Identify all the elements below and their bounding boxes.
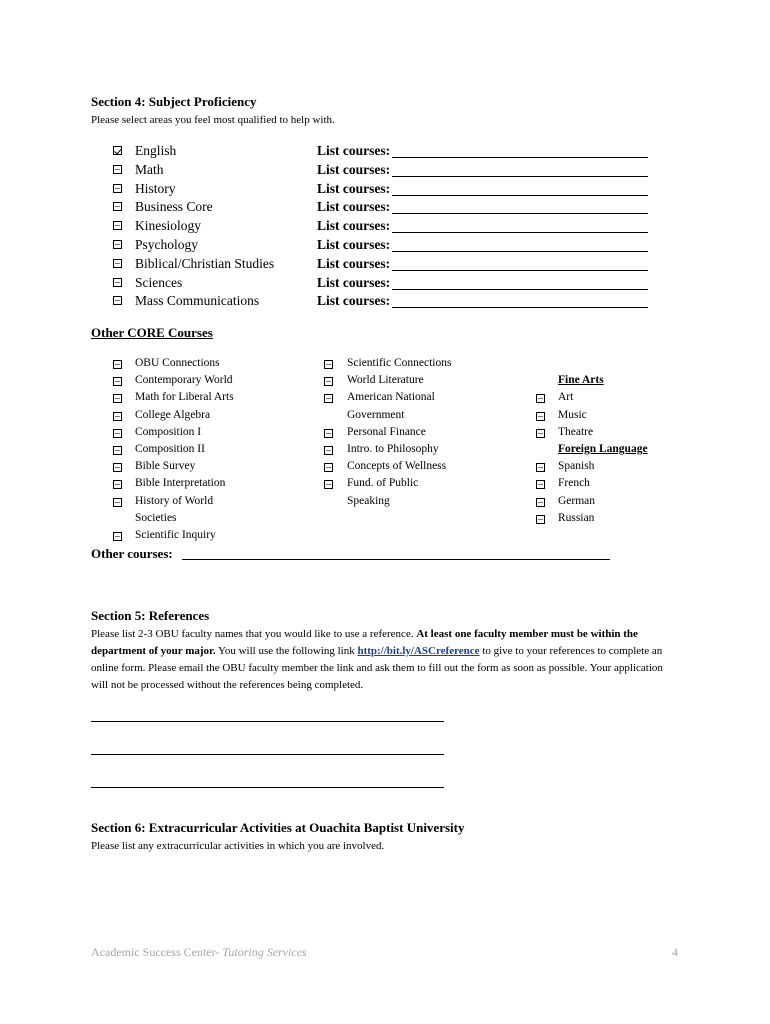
checkbox[interactable] xyxy=(113,240,122,249)
checkbox[interactable] xyxy=(113,394,122,403)
core-course-label: American National xyxy=(347,391,435,403)
checkbox[interactable] xyxy=(113,296,122,305)
checkbox[interactable] xyxy=(113,165,122,174)
section5-bold-text: At least one faculty member must be within the department of your major. xyxy=(91,628,638,657)
reference-line-3[interactable] xyxy=(91,787,444,788)
core-course-label: Scientific Inquiry xyxy=(135,529,216,541)
list-courses-field[interactable] xyxy=(392,251,648,252)
checkbox[interactable] xyxy=(113,412,122,421)
core-course-label: World Literature xyxy=(347,374,424,386)
section6-title: Section 6: Extracurricular Activities at Ouachita Baptist University xyxy=(91,820,465,835)
core-course-label: Composition I xyxy=(135,426,202,438)
checkbox[interactable] xyxy=(536,498,545,507)
core-course-label-wrap: Speaking xyxy=(347,495,390,507)
list-courses-field[interactable] xyxy=(392,270,648,271)
checkbox[interactable] xyxy=(324,429,333,438)
list-courses-field[interactable] xyxy=(392,157,648,158)
checkbox[interactable] xyxy=(113,480,122,489)
checkbox[interactable] xyxy=(113,463,122,472)
subject-label: Mass Communications xyxy=(135,293,260,308)
section5-text-2: You will use the following link xyxy=(215,645,358,657)
list-courses-field[interactable] xyxy=(392,176,648,177)
list-courses-field[interactable] xyxy=(392,289,648,290)
list-courses-label: List courses: xyxy=(317,162,391,177)
subject-label: Psychology xyxy=(135,237,199,252)
core-course-label: College Algebra xyxy=(135,409,211,421)
list-courses-field[interactable] xyxy=(392,213,648,214)
list-courses-label: List courses: xyxy=(317,293,391,308)
core-course-label: Personal Finance xyxy=(347,426,426,438)
subject-label: Math xyxy=(135,162,164,177)
list-courses-label: List courses: xyxy=(317,218,391,233)
list-courses-label: List courses: xyxy=(317,275,391,290)
subject-label: English xyxy=(135,143,177,158)
fine-arts-title: Fine Arts xyxy=(558,374,604,386)
checkbox[interactable] xyxy=(113,259,122,268)
checkbox[interactable] xyxy=(113,377,122,386)
list-courses-label: List courses: xyxy=(317,237,391,252)
core-course-label-wrap: Government xyxy=(347,409,405,421)
section5-text-1: Please list 2-3 OBU faculty names that you would like to use a reference. xyxy=(91,628,417,640)
checkbox[interactable] xyxy=(324,360,333,369)
checkbox[interactable] xyxy=(324,463,333,472)
reference-link[interactable]: http://bit.ly/ASCreference xyxy=(357,645,480,657)
checkbox[interactable] xyxy=(536,394,545,403)
list-courses-label: List courses: xyxy=(317,181,391,196)
section6-subtitle: Please list any extracurricular activities in which you are involved. xyxy=(91,840,385,852)
subject-label: Sciences xyxy=(135,275,183,290)
checkbox[interactable] xyxy=(536,515,545,524)
list-courses-field[interactable] xyxy=(392,232,648,233)
foreign-language-label: Spanish xyxy=(558,460,595,472)
other-courses-label: Other courses: xyxy=(91,546,173,561)
core-course-label: Composition II xyxy=(135,443,205,455)
checkbox[interactable] xyxy=(113,532,122,541)
checkbox[interactable] xyxy=(113,429,122,438)
fine-arts-label: Music xyxy=(558,409,587,421)
checkbox[interactable] xyxy=(324,394,333,403)
section5-title: Section 5: References xyxy=(91,608,210,623)
section4-subtitle: Please select areas you feel most qualified to help with. xyxy=(91,114,335,126)
checkbox[interactable] xyxy=(113,146,122,155)
checkbox[interactable] xyxy=(324,377,333,386)
section5-text-3: to give to your references to complete an online form. Please email the OBU faculty member the link and ask them to fill out the form as soon as possible. Your application will not be processed without the references being completed. xyxy=(91,645,663,691)
core-course-label: History of World xyxy=(135,495,214,507)
core-course-label: Concepts of Wellness xyxy=(347,460,447,472)
foreign-language-title: Foreign Language xyxy=(558,443,648,455)
subject-label: Kinesiology xyxy=(135,218,201,233)
core-course-label: Intro. to Philosophy xyxy=(347,443,439,455)
reference-line-2[interactable] xyxy=(91,754,444,755)
list-courses-field[interactable] xyxy=(392,307,648,308)
fine-arts-label: Theatre xyxy=(558,426,594,438)
core-course-label: Contemporary World xyxy=(135,374,233,386)
checkbox[interactable] xyxy=(113,498,122,507)
checkbox[interactable] xyxy=(113,202,122,211)
checkbox[interactable] xyxy=(113,278,122,287)
core-title: Other CORE Courses xyxy=(91,325,213,340)
core-course-label: Fund. of Public xyxy=(347,477,419,489)
other-courses-field[interactable] xyxy=(182,559,610,560)
core-course-label: Math for Liberal Arts xyxy=(135,391,234,403)
list-courses-label: List courses: xyxy=(317,199,391,214)
core-course-label: Bible Interpretation xyxy=(135,477,226,489)
fine-arts-label: Art xyxy=(558,391,574,403)
list-courses-label: List courses: xyxy=(317,143,391,158)
footer-org: Academic Success Center- xyxy=(91,945,223,959)
checkbox[interactable] xyxy=(113,360,122,369)
checkbox[interactable] xyxy=(324,480,333,489)
page-number: 4 xyxy=(672,945,678,959)
section4-title: Section 4: Subject Proficiency xyxy=(91,94,257,109)
core-course-label-wrap: Societies xyxy=(135,512,177,524)
foreign-language-label: French xyxy=(558,477,590,489)
subject-label: Biblical/Christian Studies xyxy=(135,256,275,271)
subject-label: Business Core xyxy=(135,199,213,214)
checkbox[interactable] xyxy=(536,429,545,438)
checkbox[interactable] xyxy=(113,446,122,455)
checkbox[interactable] xyxy=(113,184,122,193)
foreign-language-label: German xyxy=(558,495,596,507)
foreign-language-label: Russian xyxy=(558,512,595,524)
subject-label: History xyxy=(135,181,176,196)
checkbox[interactable] xyxy=(536,480,545,489)
list-courses-label: List courses: xyxy=(317,256,391,271)
core-course-label: Bible Survey xyxy=(135,460,196,472)
core-course-label: OBU Connections xyxy=(135,357,220,369)
reference-line-1[interactable] xyxy=(91,721,444,722)
section5-instructions xyxy=(91,626,681,694)
core-course-label: Scientific Connections xyxy=(347,357,452,369)
footer-dept: Tutoring Services xyxy=(222,945,307,959)
checkbox[interactable] xyxy=(113,221,122,230)
checkbox[interactable] xyxy=(536,463,545,472)
footer-text xyxy=(91,945,307,960)
list-courses-field[interactable] xyxy=(392,195,648,196)
checkbox[interactable] xyxy=(536,412,545,421)
checkbox[interactable] xyxy=(324,446,333,455)
